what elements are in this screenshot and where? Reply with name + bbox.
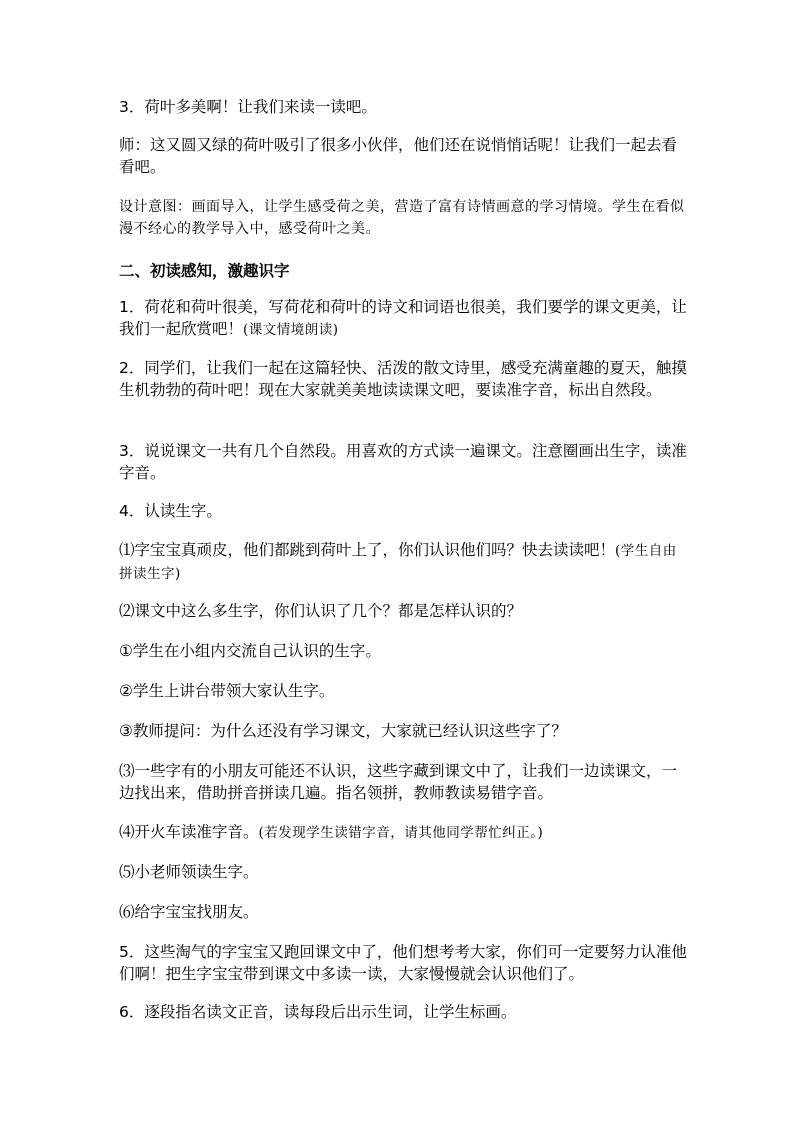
paragraph-item-2: 2．同学们，让我们一起在这篇轻快、活泼的散文诗里，感受充满童趣的夏天，触摸生机勃勃的荷叶吧！现在大家就美美地读读课文吧，要读准字音，标出自然段。 xyxy=(119,359,687,399)
paragraph-item-1-note: (课文情境朗读) xyxy=(243,322,339,338)
paragraph-sub-2: ⑵课文中这么多生字，你们认识了几个？都是怎样认识的？ xyxy=(119,602,523,620)
paragraph-step-3: 3．荷叶多美啊！让我们来读一读吧。 xyxy=(119,98,377,116)
paragraph-sub-3: ⑶一些字有的小朋友可能还不认识，这些字藏到课文中了，让我们一边读课文，一边找出来，借助拼音拼读几遍。指名领拼，教师教读易错字音。 xyxy=(119,762,678,802)
paragraph-item-6: 6．逐段指名读文正音，读每段后出示生词，让学生标画。 xyxy=(119,1003,517,1021)
paragraph-sub-1-note: (学生自由拼读生字) xyxy=(119,543,677,582)
paragraph-item-1-text: 1．荷花和荷叶很美，写荷花和荷叶的诗文和词语也很美，我们要学的课文更美，让我们一起欣赏吧！ xyxy=(119,298,687,338)
paragraph-circled-1: ①学生在小组内交流自己认识的生字。 xyxy=(119,642,381,660)
paragraph-sub-5: ⑸小老师领读生字。 xyxy=(119,863,259,881)
paragraph-sub-4 xyxy=(119,821,689,844)
paragraph-sub-1 xyxy=(119,539,689,585)
paragraph-item-3: 3．说说课文一共有几个自然段。用喜欢的方式读一遍课文。注意圈画出生字，读准字音。 xyxy=(119,442,687,482)
paragraph-sub-6: ⑹给字宝宝找朋友。 xyxy=(119,903,259,921)
paragraph-circled-2: ②学生上讲台带领大家认生字。 xyxy=(119,682,335,700)
paragraph-design-intent: 设计意图：画面导入，让学生感受荷之美，营造了富有诗情画意的学习情境。学生在看似漫不经心的教学导入中，感受荷叶之美。 xyxy=(119,199,685,237)
paragraph-sub-4-note: (若发现学生读错字音，请其他同学帮忙纠正。) xyxy=(258,825,544,841)
paragraph-circled-3: ③教师提问：为什么还没有学习课文，大家就已经认识这些字了？ xyxy=(119,722,567,740)
paragraph-sub-4-text: ⑷开火车读准字音。 xyxy=(119,823,259,841)
paragraph-sub-1-text: ⑴字宝宝真顽皮，他们都跳到荷叶上了，你们认识他们吗？快去读读吧！ xyxy=(119,541,616,559)
paragraph-item-1 xyxy=(119,296,689,341)
paragraph-item-5: 5．这些淘气的字宝宝又跑回课文中了，他们想考考大家，你们可一定要努力认准他们啊！把生字宝宝带到课文中多读一读，大家慢慢就会认识他们了。 xyxy=(119,943,687,983)
paragraph-teacher-intro: 师：这又圆又绿的荷叶吸引了很多小伙伴，他们还在说悄悄话呢！让我们一起去看看吧。 xyxy=(119,136,678,176)
section-heading-2: 二、初读感知，激趣识字 xyxy=(119,262,290,280)
paragraph-item-4: 4．认读生字。 xyxy=(119,502,222,520)
